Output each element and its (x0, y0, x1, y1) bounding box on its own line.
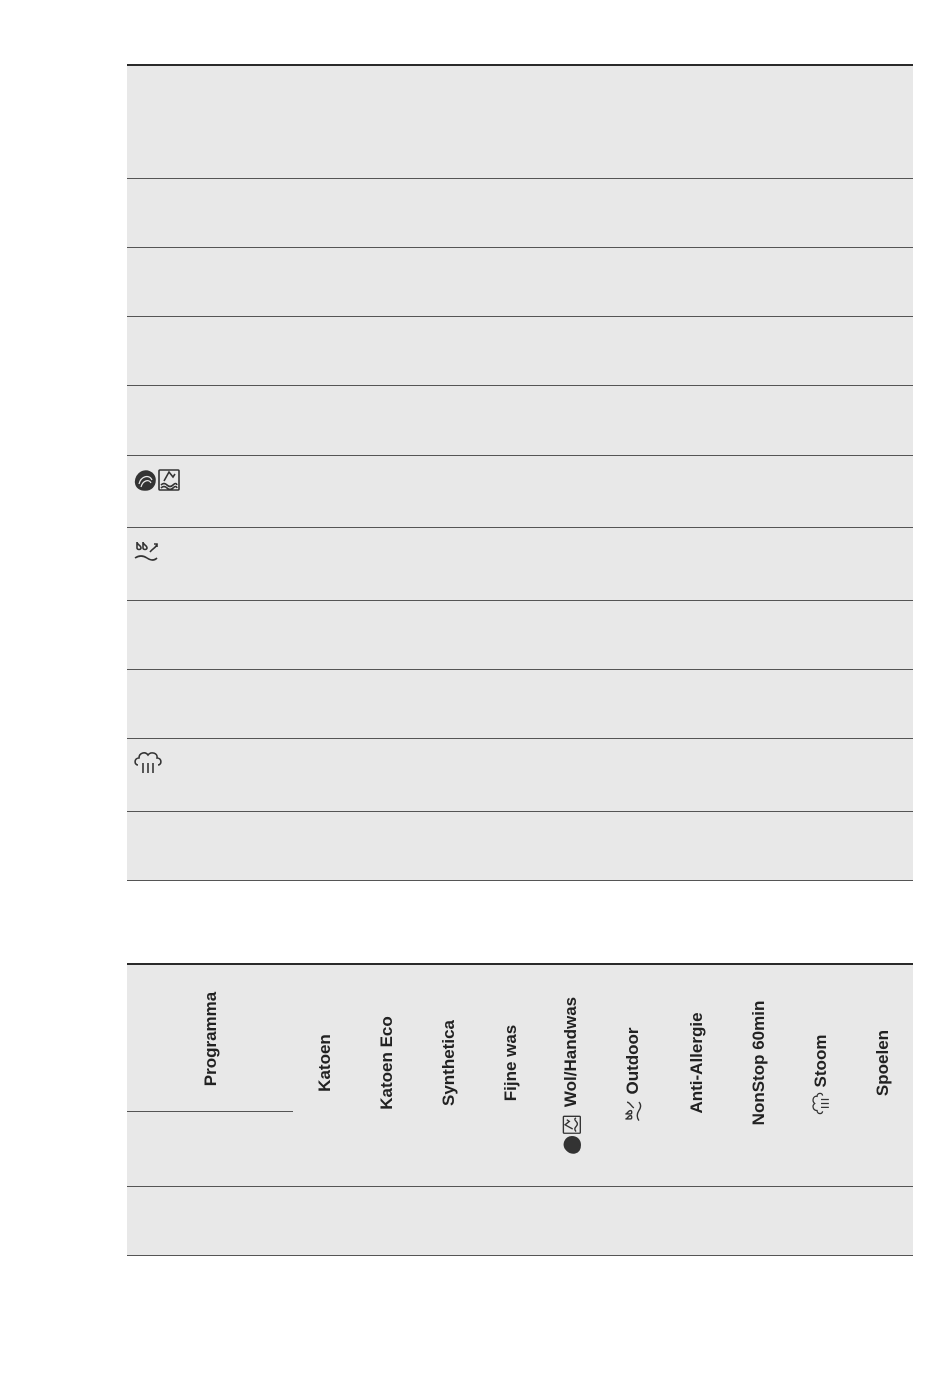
program-label-fijne-was: Fijne was (501, 1024, 520, 1102)
program-label-wol-handwas: Wol/Handwas (560, 997, 582, 1157)
program-label-katoen: Katoen (315, 1034, 334, 1092)
table-header (127, 965, 913, 1187)
table-row (127, 66, 913, 179)
steam-icon (133, 749, 163, 782)
table-row (127, 317, 913, 386)
program-label-synthetica: Synthetica (439, 1020, 458, 1106)
program-label-outdoor: Outdoor (622, 1027, 644, 1122)
program-label-stoom: Stoom (810, 1035, 832, 1116)
program-label-nonstop-60min: NonStop 60min (749, 1000, 768, 1126)
table-row (127, 528, 913, 601)
program-table-bottom (127, 963, 913, 1256)
table-row (127, 456, 913, 528)
outdoor-icon (133, 538, 161, 569)
header-divider (127, 1111, 293, 1112)
program-label-katoen-eco: Katoen Eco (377, 1016, 396, 1110)
program-label-anti-allergie: Anti-Allergie (687, 1012, 706, 1114)
outdoor-icon (622, 1099, 644, 1123)
table-row (127, 386, 913, 456)
wool-handwash-icon (560, 1111, 582, 1157)
table-row (127, 739, 913, 812)
table-row (127, 248, 913, 317)
table-row (127, 812, 913, 881)
program-label-spoelen: Spoelen (873, 1029, 892, 1097)
program-table-top (127, 64, 913, 881)
table-row (127, 601, 913, 670)
table-row (127, 179, 913, 248)
table-row (127, 1187, 913, 1256)
programma-label: Programma (201, 991, 220, 1087)
table-row (127, 670, 913, 739)
steam-icon (810, 1091, 832, 1115)
wool-handwash-icon (133, 466, 183, 497)
